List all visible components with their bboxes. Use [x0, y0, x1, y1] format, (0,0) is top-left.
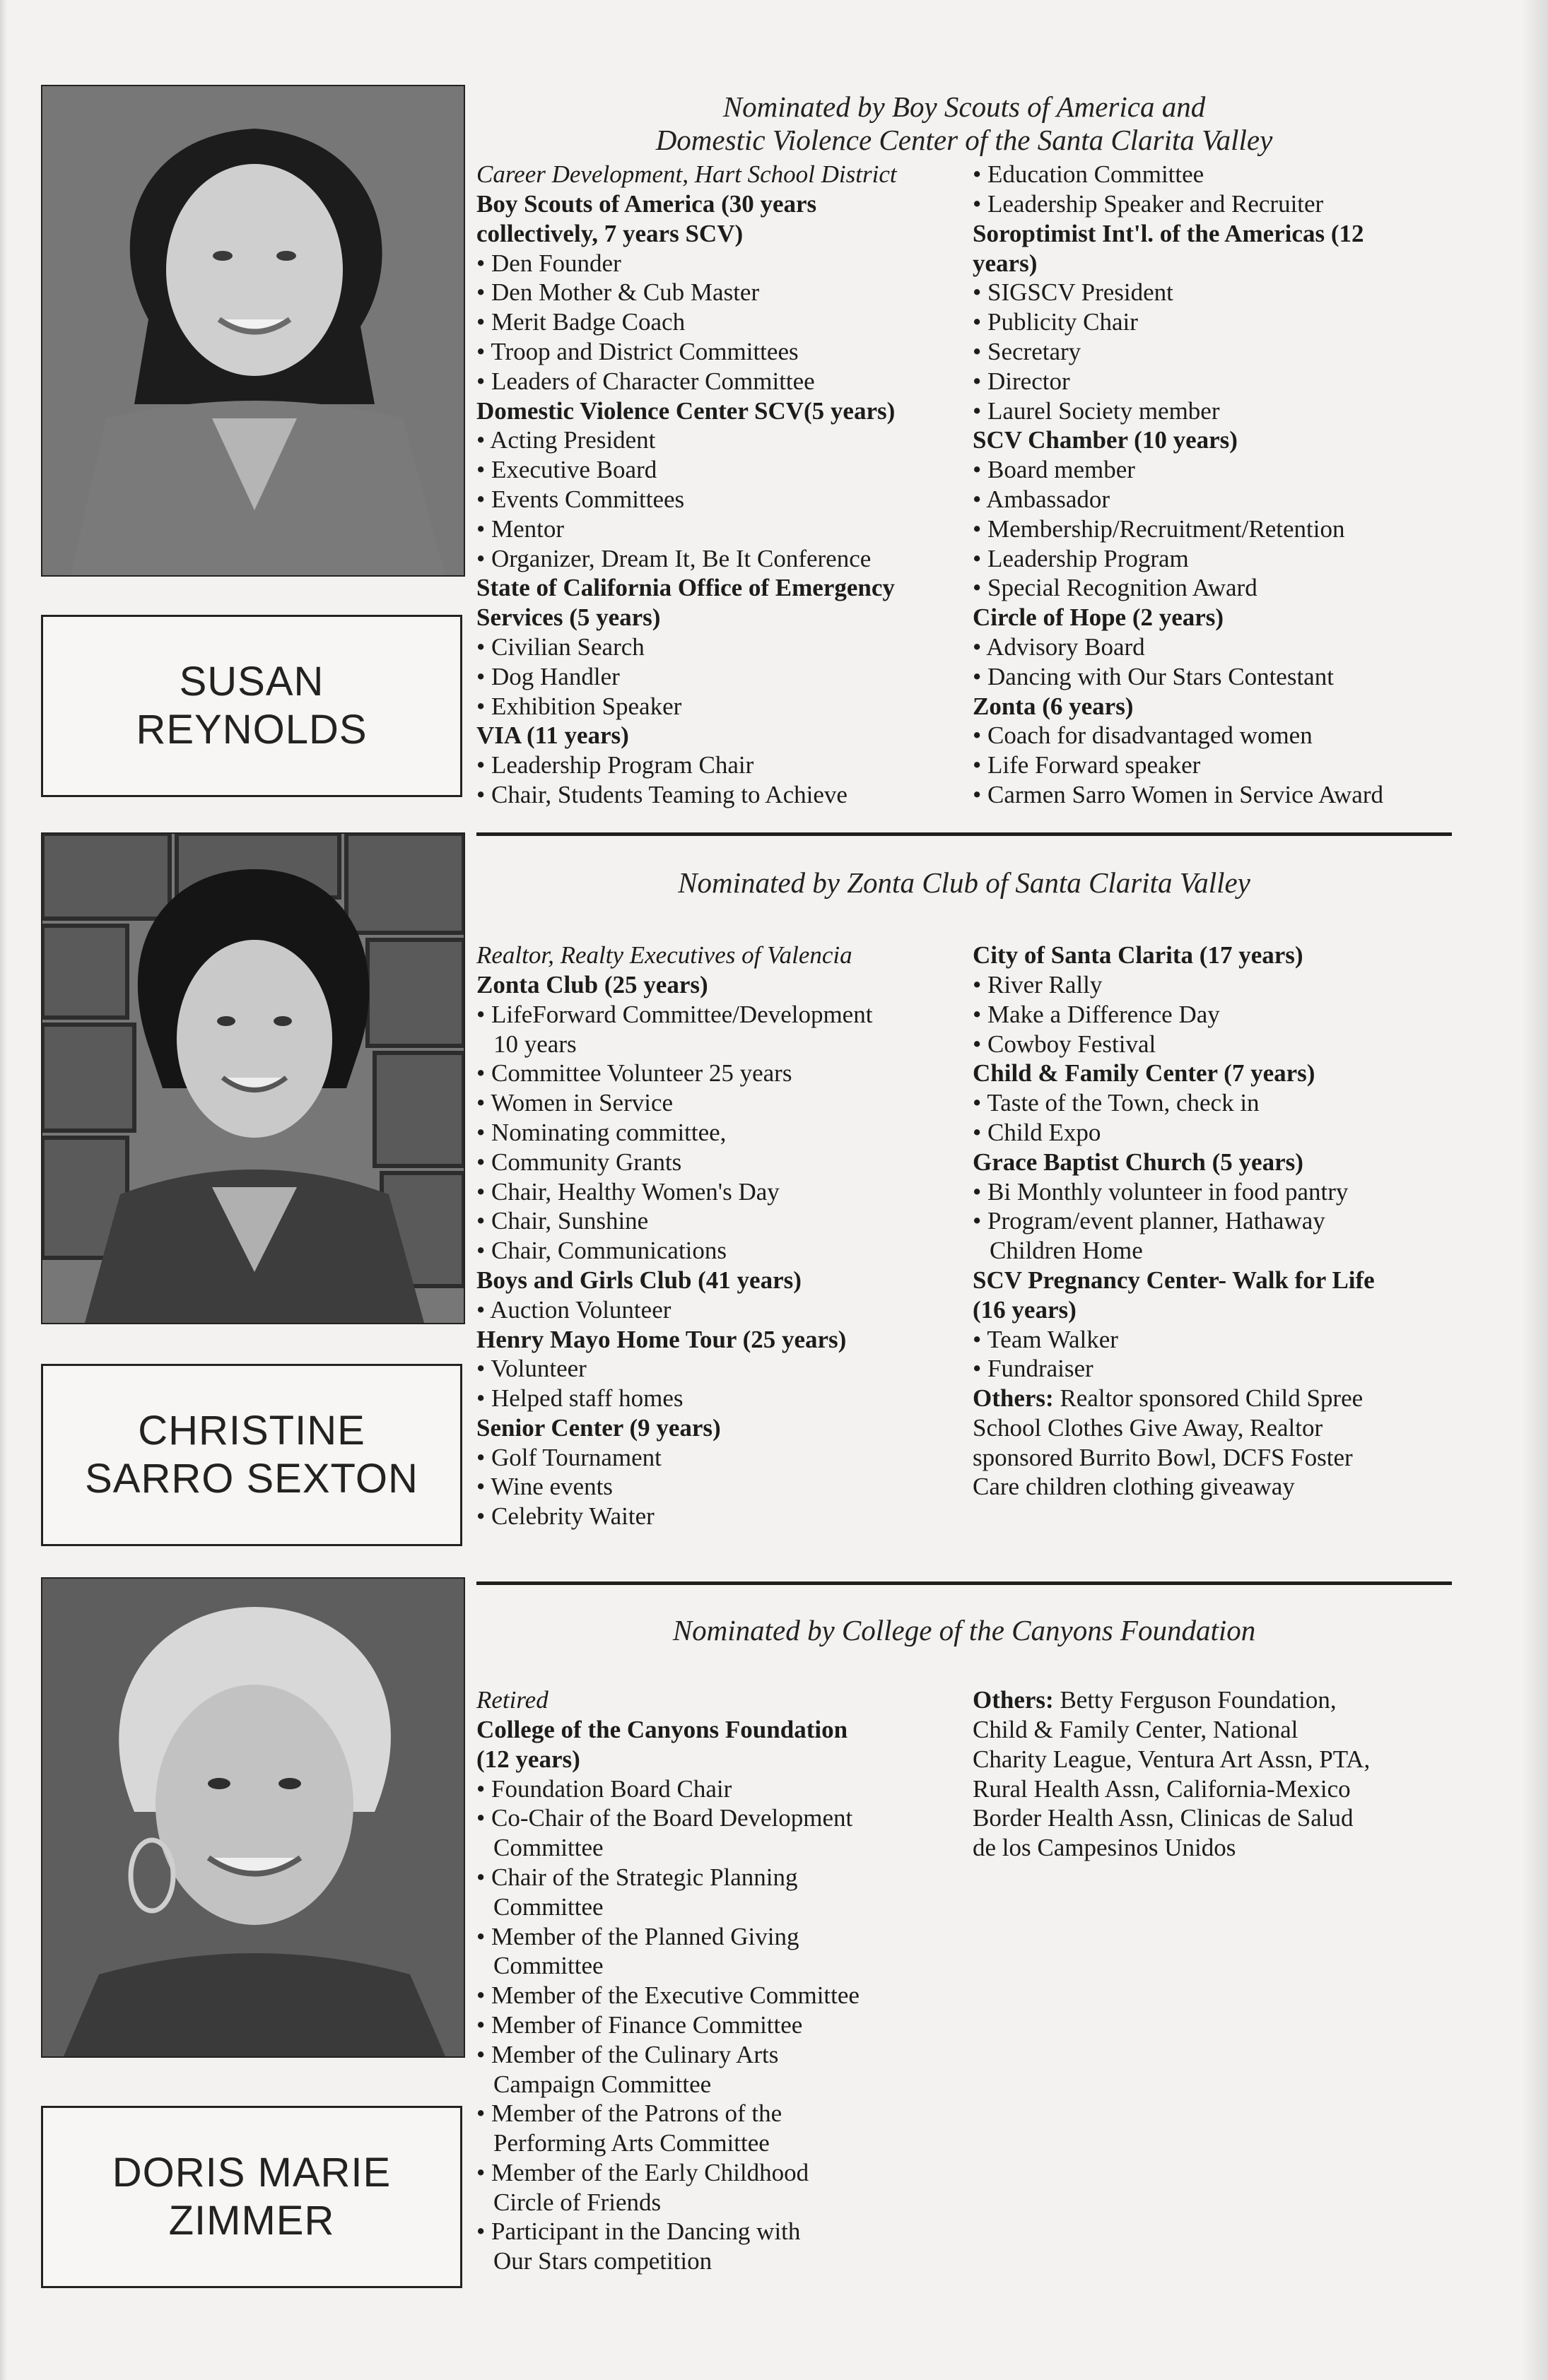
list-item: • Program/event planner, Hathaway — [973, 1207, 1325, 1235]
bio-column — [973, 1685, 1452, 2276]
organization-heading: SCV Chamber (10 years) — [973, 426, 1238, 454]
divider — [476, 1581, 1452, 1585]
list-item: • Women in Service — [476, 1089, 674, 1117]
list-item: • Member of the Planned Giving — [476, 1922, 799, 1950]
others-label: Others: — [973, 1384, 1054, 1413]
list-item: • Volunteer — [476, 1355, 587, 1383]
list-item: • Education Committee — [973, 160, 1204, 189]
organization-heading: Services (5 years) — [476, 603, 661, 632]
list-item-continuation: Committee — [493, 1952, 604, 1980]
list-item: • Secretary — [973, 338, 1081, 366]
list-item: • LifeForward Committee/Development — [476, 1000, 873, 1028]
list-item: • Life Forward speaker — [973, 751, 1201, 779]
nominee-name: CHRISTINE SARRO SEXTON — [41, 1364, 462, 1546]
list-item: • Chair of the Strategic Planning — [476, 1863, 798, 1891]
organization-heading: years) — [973, 249, 1038, 277]
organization-heading: Domestic Violence Center SCV(5 years) — [476, 396, 896, 425]
organization-heading: (12 years) — [476, 1745, 580, 1773]
organization-heading: College of the Canyons Foundation — [476, 1715, 848, 1743]
list-item: • Participant in the Dancing with — [476, 2217, 801, 2246]
organization-heading: Soroptimist Int'l. of the Americas (12 — [973, 219, 1364, 247]
paragraph-line: sponsored Burrito Bowl, DCFS Foster — [973, 1443, 1353, 1471]
list-item: • River Rally — [973, 970, 1103, 998]
paragraph-line: de los Campesinos Unidos — [973, 1834, 1236, 1862]
nominated-by: Nominated by College of the Canyons Foundation — [672, 1614, 1256, 1646]
list-item: • Mentor — [476, 514, 565, 543]
organization-heading: City of Santa Clarita (17 years) — [973, 941, 1303, 970]
list-item: • Cowboy Festival — [973, 1030, 1156, 1058]
list-item: • Celebrity Waiter — [476, 1502, 655, 1531]
list-item: • Publicity Chair — [973, 308, 1138, 336]
list-item: • Advisory Board — [973, 633, 1145, 661]
list-item-continuation: Campaign Committee — [493, 2070, 712, 2098]
list-item: • Golf Tournament — [476, 1443, 662, 1471]
paragraph-line: Border Health Assn, Clinicas de Salud — [973, 1804, 1354, 1832]
page-edge — [1523, 0, 1548, 2380]
list-item: • Leaders of Character Committee — [476, 367, 815, 395]
list-item: • Taste of the Town, check in — [973, 1089, 1260, 1117]
portrait-photo — [41, 1577, 465, 2058]
list-item: • Coach for disadvantaged women — [973, 721, 1313, 750]
nominee-bio-section — [476, 866, 1452, 1531]
organization-heading: Boy Scouts of America (30 years — [476, 190, 817, 218]
nominated-by: Nominated by Boy Scouts of America and Domestic Violence Center of the Santa Clarita Valley — [655, 90, 1273, 157]
organization-heading: State of California Office of Emergency — [476, 574, 895, 602]
list-item: • Co-Chair of the Board Development — [476, 1804, 853, 1832]
organization-heading: Zonta Club (25 years) — [476, 970, 708, 998]
organization-heading: Child & Family Center (7 years) — [973, 1059, 1315, 1088]
list-item: • Chair, Healthy Women's Day — [476, 1177, 780, 1206]
list-item-continuation: 10 years — [493, 1030, 577, 1058]
list-item: • SIGSCV President — [973, 278, 1173, 307]
list-item: • Wine events — [476, 1473, 613, 1501]
bio-column — [476, 1685, 973, 2276]
portrait-photo — [41, 832, 465, 1324]
list-item: • Acting President — [476, 426, 656, 454]
nominee-name: DORIS MARIE ZIMMER — [41, 2106, 462, 2288]
nominee-bio-section — [476, 1614, 1452, 2276]
occupation: Realtor, Realty Executives of Valencia — [476, 941, 852, 970]
list-item: • Member of Finance Committee — [476, 2010, 803, 2039]
organization-heading: collectively, 7 years SCV) — [476, 219, 744, 247]
list-item: • Dog Handler — [476, 662, 620, 690]
organization-heading: (16 years) — [973, 1295, 1077, 1324]
organization-heading: Zonta (6 years) — [973, 692, 1134, 720]
list-item: • Ambassador — [973, 485, 1110, 514]
others-line — [973, 1384, 1452, 1413]
list-item: • Leadership Program — [973, 544, 1189, 572]
list-item: • Bi Monthly volunteer in food pantry — [973, 1177, 1349, 1206]
others-label: Others: — [973, 1686, 1054, 1714]
list-item: • Chair, Sunshine — [476, 1207, 649, 1235]
bio-column — [476, 160, 973, 810]
list-item: • Member of the Culinary Arts — [476, 2040, 779, 2068]
list-item: • Foundation Board Chair — [476, 1774, 732, 1803]
paragraph-line: Rural Health Assn, California-Mexico — [973, 1774, 1351, 1803]
list-item: • Carmen Sarro Women in Service Award — [973, 781, 1383, 809]
list-item-continuation: Committee — [493, 1834, 604, 1862]
divider — [476, 832, 1452, 836]
list-item: • Organizer, Dream It, Be It Conference — [476, 544, 872, 572]
list-item: • Den Mother & Cub Master — [476, 278, 760, 307]
list-item-continuation: Circle of Friends — [493, 2188, 662, 2216]
occupation: Retired — [476, 1686, 549, 1714]
portrait-photo — [41, 85, 465, 577]
list-item: • Member of the Executive Committee — [476, 1981, 860, 2010]
list-item: • Child Expo — [973, 1118, 1101, 1146]
list-item: • Merit Badge Coach — [476, 308, 686, 336]
list-item: • Laurel Society member — [973, 396, 1220, 425]
list-item-continuation: Children Home — [990, 1237, 1143, 1265]
others-text: Realtor sponsored Child Spree — [1053, 1384, 1364, 1413]
others-line — [973, 1685, 1452, 1715]
list-item: • Nominating committee, — [476, 1118, 727, 1146]
list-item: • Executive Board — [476, 456, 657, 484]
list-item: • Director — [973, 367, 1070, 395]
organization-heading: Henry Mayo Home Tour (25 years) — [476, 1325, 847, 1353]
list-item: • Chair, Students Teaming to Achieve — [476, 781, 848, 809]
list-item: • Leadership Program Chair — [476, 751, 754, 779]
paragraph-line: Charity League, Ventura Art Assn, PTA, — [973, 1745, 1371, 1773]
list-item: • Helped staff homes — [476, 1384, 684, 1413]
list-item: • Exhibition Speaker — [476, 692, 682, 720]
list-item-continuation: Committee — [493, 1892, 604, 1921]
list-item: • Community Grants — [476, 1148, 682, 1176]
list-item: • Troop and District Committees — [476, 338, 799, 366]
list-item: • Committee Volunteer 25 years — [476, 1059, 792, 1088]
organization-heading: Senior Center (9 years) — [476, 1413, 721, 1442]
paragraph-line: School Clothes Give Away, Realtor — [973, 1413, 1323, 1442]
list-item: • Make a Difference Day — [973, 1000, 1220, 1028]
nominee-name: SUSAN REYNOLDS — [41, 615, 462, 797]
organization-heading: Circle of Hope (2 years) — [973, 603, 1224, 632]
occupation: Career Development, Hart School District — [476, 160, 897, 189]
organization-heading: SCV Pregnancy Center- Walk for Life — [973, 1266, 1375, 1294]
list-item: • Den Founder — [476, 249, 621, 277]
paragraph-line: Care children clothing giveaway — [973, 1473, 1295, 1501]
bio-column — [973, 941, 1452, 1531]
bio-column — [476, 941, 973, 1531]
list-item-continuation: Performing Arts Committee — [493, 2129, 770, 2157]
bio-column — [973, 160, 1452, 810]
paragraph-line: Child & Family Center, National — [973, 1715, 1298, 1743]
list-item: • Events Committees — [476, 485, 685, 514]
list-item: • Membership/Recruitment/Retention — [973, 514, 1345, 543]
list-item: • Member of the Early Childhood — [476, 2158, 809, 2186]
organization-heading: Boys and Girls Club (41 years) — [476, 1266, 802, 1294]
list-item: • Board member — [973, 456, 1135, 484]
others-text: Betty Ferguson Foundation, — [1053, 1686, 1337, 1714]
list-item-continuation: Our Stars competition — [493, 2247, 713, 2275]
list-item: • Member of the Patrons of the — [476, 2099, 782, 2128]
list-item: • Auction Volunteer — [476, 1295, 672, 1324]
list-item: • Leadership Speaker and Recruiter — [973, 190, 1324, 218]
organization-heading: VIA (11 years) — [476, 721, 629, 750]
list-item: • Fundraiser — [973, 1355, 1093, 1383]
nominee-bio-section — [476, 90, 1452, 810]
nominated-by: Nominated by Zonta Club of Santa Clarita Valley — [678, 866, 1250, 899]
organization-heading: Grace Baptist Church (5 years) — [973, 1148, 1303, 1176]
list-item: • Special Recognition Award — [973, 574, 1257, 602]
page-edge — [0, 0, 7, 2380]
list-item: • Team Walker — [973, 1325, 1118, 1353]
list-item: • Civilian Search — [476, 633, 645, 661]
list-item: • Chair, Communications — [476, 1237, 727, 1265]
list-item: • Dancing with Our Stars Contestant — [973, 662, 1334, 690]
